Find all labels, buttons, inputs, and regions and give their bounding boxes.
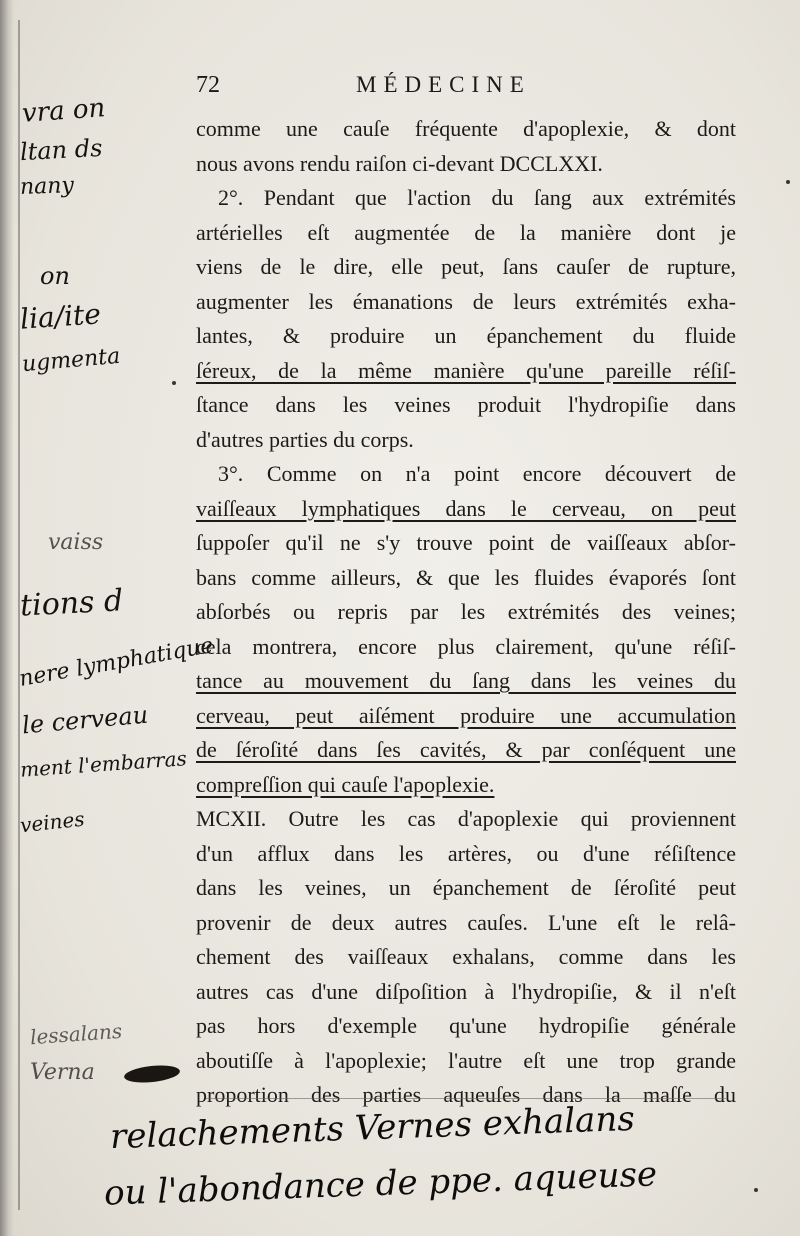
handwritten-footer-notes bbox=[100, 1098, 790, 1226]
underlined-text-line: vaiſſeaux lymphatiques dans le cerveau, on peut bbox=[196, 495, 736, 521]
text-line: d'un afflux dans les artères, ou d'une réſiſtence bbox=[196, 840, 736, 866]
footer-note: relachements Vernes exhalans bbox=[109, 1098, 636, 1158]
underlined-text-line: compreſſion qui cauſe l'apoplexie. bbox=[196, 771, 495, 797]
text-line: 3°. Comme on n'a point encore découvert de bbox=[218, 461, 736, 486]
page-header bbox=[196, 72, 736, 104]
text-line: nous avons rendu raiſon ci-devant DCCLXXI. bbox=[196, 150, 603, 176]
text-line: proportion des parties aqueuſes dans la maſſe du bbox=[196, 1082, 736, 1107]
text-line: ſtance dans les veines produit l'hydropiſie dans bbox=[196, 392, 736, 417]
underlined-text-line: cerveau, peut aiſément produire une accumulation bbox=[196, 702, 736, 728]
margin-note: nany bbox=[19, 173, 75, 200]
text-line: MCXII. Outre les cas d'apoplexie qui proviennent bbox=[196, 806, 736, 831]
margin-note: ugmenta bbox=[21, 343, 122, 378]
underlined-text-line: ſéreux, de la même manière qu'une pareille réſiſ- bbox=[196, 357, 736, 383]
margin-note: tions d bbox=[19, 583, 125, 624]
text-line: bans comme ailleurs, & que les fluides évaporés ſont bbox=[196, 564, 736, 590]
margin-note: le cerveau bbox=[21, 700, 150, 740]
bottom-rule bbox=[206, 1098, 726, 1099]
margin-note: nere lymphatique bbox=[17, 633, 216, 692]
text-line: dans les veines, un épanchement de ſéroſité peut bbox=[196, 875, 736, 900]
text-line: pas hors d'exemple qu'une hydropiſie générale bbox=[196, 1013, 736, 1038]
text-line: aboutiſſe à l'apoplexie; l'autre eſt une trop grande bbox=[196, 1047, 736, 1073]
margin-note: on bbox=[40, 262, 70, 290]
text-line: lantes, & produire un épanchement du fluide bbox=[196, 323, 736, 348]
text-line: comme une cauſe fréquente d'apoplexie, & dont bbox=[196, 116, 736, 141]
text-line: provenir de deux autres cauſes. L'une eſt le relâ- bbox=[196, 909, 736, 935]
footer-note: ou l'abondance de ppe. aqueuse bbox=[103, 1154, 658, 1214]
text-line: d'autres parties du corps. bbox=[196, 426, 414, 452]
body-text bbox=[196, 112, 736, 1113]
ink-dot bbox=[786, 180, 790, 184]
text-line: ſuppoſer qu'il ne s'y trouve point de vaiſſeaux abſor- bbox=[196, 530, 736, 555]
margin-note: lia/ite bbox=[18, 297, 102, 336]
running-head: MÉDECINE bbox=[356, 72, 531, 97]
margin-note: ment l'embarras bbox=[19, 746, 188, 782]
margin-note: veines bbox=[18, 806, 86, 838]
margin-note: vaiss bbox=[48, 530, 104, 555]
text-line: viens de le dire, elle peut, ſans cauſer de rupture, bbox=[196, 254, 736, 279]
text-line: 2°. Pendant que l'action du ſang aux extrémités bbox=[218, 185, 736, 210]
margin-note: Verna bbox=[30, 1060, 95, 1085]
margin-note: vra on bbox=[21, 93, 107, 129]
page-number: 72 bbox=[196, 72, 220, 98]
underlined-text-line: tance au mouvement du ſang dans les veines du bbox=[196, 668, 736, 693]
text-line: abſorbés ou repris par les extrémités des veines; bbox=[196, 599, 736, 624]
text-line: chement des vaiſſeaux exhalans, comme dans les bbox=[196, 944, 736, 969]
text-line: artérielles eſt augmentée de la manière dont je bbox=[196, 219, 736, 245]
text-line: autres cas d'une diſpoſition à l'hydropiſie, & il n'eſt bbox=[196, 978, 736, 1004]
underlined-text-line: de ſéroſité dans ſes cavités, & par conſéquent une bbox=[196, 737, 736, 762]
ink-dot bbox=[754, 1188, 758, 1192]
text-line: augmenter les émanations de leurs extrémités exha- bbox=[196, 288, 736, 314]
ink-dot bbox=[172, 381, 176, 385]
margin-note: ltan ds bbox=[19, 133, 104, 167]
margin-note: lessalans bbox=[29, 1018, 123, 1050]
text-line: cela montrera, encore plus clairement, qu'une réſiſ- bbox=[196, 633, 736, 659]
